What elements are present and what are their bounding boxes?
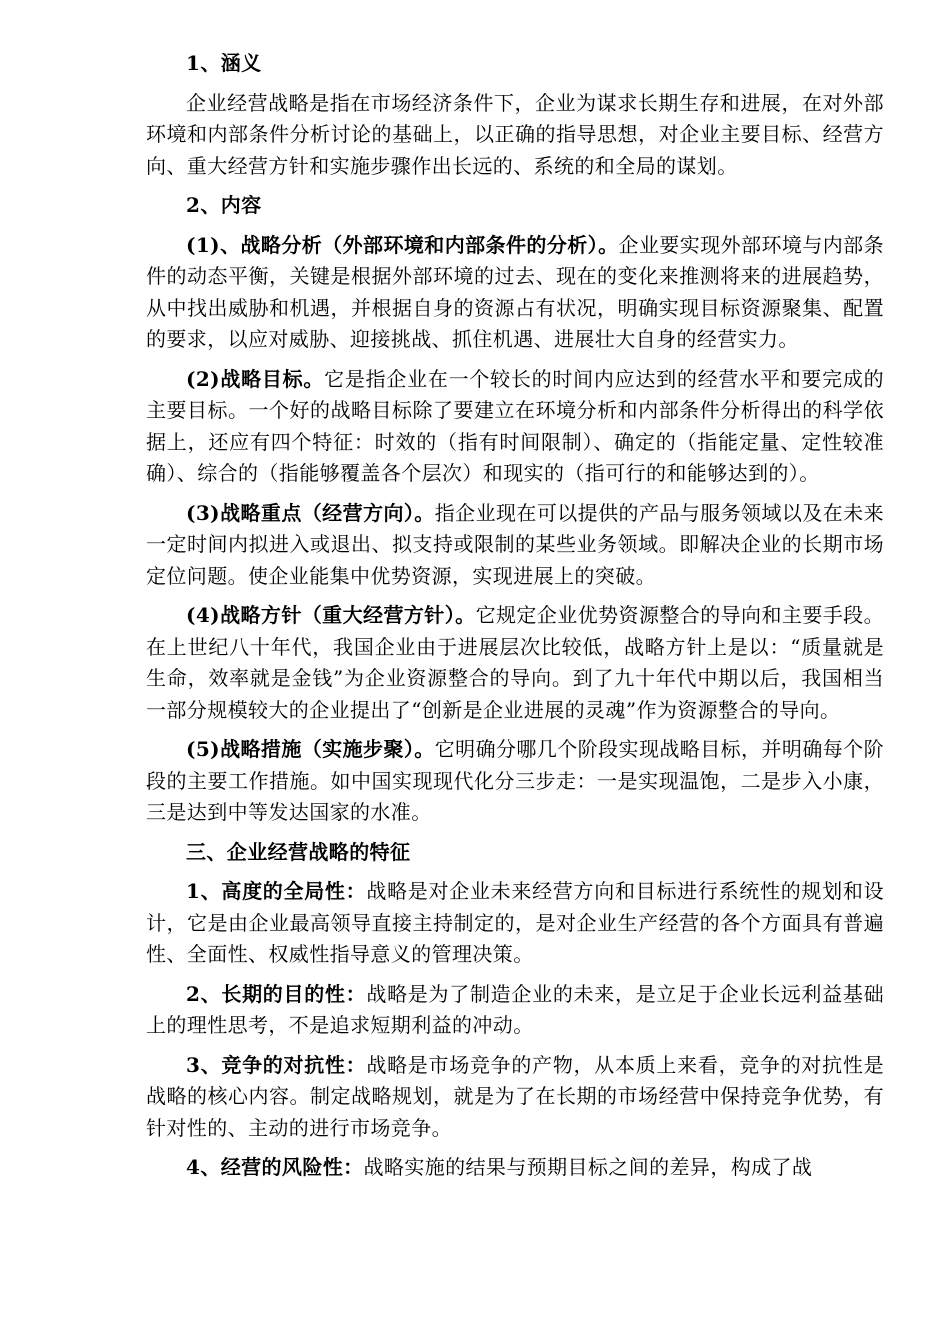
paragraph-body: 战略实施的结果与预期目标之间的差异，构成了战 xyxy=(363,1155,813,1179)
paragraph-body: 它规定企业优势资源整合的导向和主要手段。在上世纪八十年代，我国企业由于进展层次比较低，战略方针上是以：“质量就是生命，效率就是金钱”为企业资源整合的导向。到了九十年代中期以后，我国相当一部分规模较大的企业提出了“创新是企业进展的灵魂”作为资源整合的导向。 xyxy=(146,603,884,722)
paragraph-body: 它是指企业在一个较长的时间内应达到的经营水平和要完成的主要目标。一个好的战略目标除了要建立在环境分析和内部条件分析得出的科学依据上，还应有四个特征：时效的（指有时间限制）、确定的（指能定量、定性较准确）、综合的（指能够覆盖各个层次）和现实的（指可行的和能够达到的）。 xyxy=(146,366,884,485)
paragraph-overall xyxy=(146,876,884,971)
paragraph-heading: 1、涵义 xyxy=(186,51,262,75)
section-heading-content xyxy=(146,190,884,222)
paragraph-strategy-measures xyxy=(146,734,884,829)
paragraph-body: 企业经营战略是指在市场经济条件下，企业为谋求长期生存和进展，在对外部环境和内部条件分析讨论的基础上，以正确的指导思想，对企业主要目标、经营方向、重大经营方针和实施步骤作出长远的、系统的和全局的谋划。 xyxy=(146,90,884,178)
paragraph-body: 它明确分哪几个阶段实现战略目标，并明确每个阶段的主要工作措施。如中国实现现代化分三步走：一是实现温饱，二是步入小康，三是达到中等发达国家的水准。 xyxy=(146,737,884,824)
paragraph-strategy-policy xyxy=(146,600,884,726)
section-heading-meaning xyxy=(146,48,884,80)
section-heading-characteristics xyxy=(146,837,884,869)
paragraph-definition xyxy=(146,88,884,183)
document-page xyxy=(146,48,884,1192)
paragraph-heading: 2、内容 xyxy=(186,193,262,217)
paragraph-heading: (2)战略目标。 xyxy=(186,366,325,391)
paragraph-heading: (4)战略方针（重大经营方针）。 xyxy=(186,603,476,627)
paragraph-heading: 1、高度的全局性： xyxy=(186,879,367,903)
paragraph-strategy-goal xyxy=(146,364,884,490)
paragraph-risk xyxy=(146,1152,884,1184)
paragraph-strategy-focus xyxy=(146,498,884,593)
paragraph-long-term xyxy=(146,979,884,1042)
paragraph-body: 指企业现在可以提供的产品与服务领域以及在未来一定时间内拟进入或退出、拟支持或限制的某些业务领域。即解决企业的长期市场定位问题。使企业能集中优势资源，实现进展上的突破。 xyxy=(146,500,884,588)
paragraph-heading: (3)战略重点（经营方向）。 xyxy=(186,500,435,525)
paragraph-competition xyxy=(146,1050,884,1145)
paragraph-heading: (5)战略措施（实施步聚）。 xyxy=(186,737,435,761)
paragraph-strategy-analysis xyxy=(146,230,884,356)
paragraph-heading: 三、企业经营战略的特征 xyxy=(186,839,411,864)
paragraph-body: 企业要实现外部环境与内部条件的动态平衡，关键是根据外部环境的过去、现在的变化来推测将来的进展趋势，从中找出威胁和机遇，并根据自身的资源占有状况，明确实现目标资源聚集、配置的要求，以应对威胁、迎接挑战、抓住机遇、进展壮大自身的经营实力。 xyxy=(146,232,885,351)
paragraph-heading: 2、长期的目的性： xyxy=(186,981,367,1006)
paragraph-heading: 4、经营的风险性： xyxy=(186,1155,364,1179)
paragraph-heading: 3、竞争的对抗性： xyxy=(186,1052,367,1077)
paragraph-body: 战略是为了制造企业的未来，是立足于企业长远利益基础上的理性思考，不是追求短期利益的冲动。 xyxy=(146,981,884,1037)
paragraph-body: 战略是对企业未来经营方向和目标进行系统性的规划和设计，它是由企业最高领导直接主持制定的，是对企业生产经营的各个方面具有普遍性、全面性、权威性指导意义的管理决策。 xyxy=(146,879,884,966)
paragraph-heading: (1)、战略分析（外部环境和内部条件的分析）。 xyxy=(186,232,619,257)
paragraph-body: 战略是市场竞争的产物，从本质上来看，竞争的对抗性是战略的核心内容。制定战略规划，就是为了在长期的市场经营中保持竞争优势，有针对性的、主动的进行市场竞争。 xyxy=(146,1052,884,1140)
